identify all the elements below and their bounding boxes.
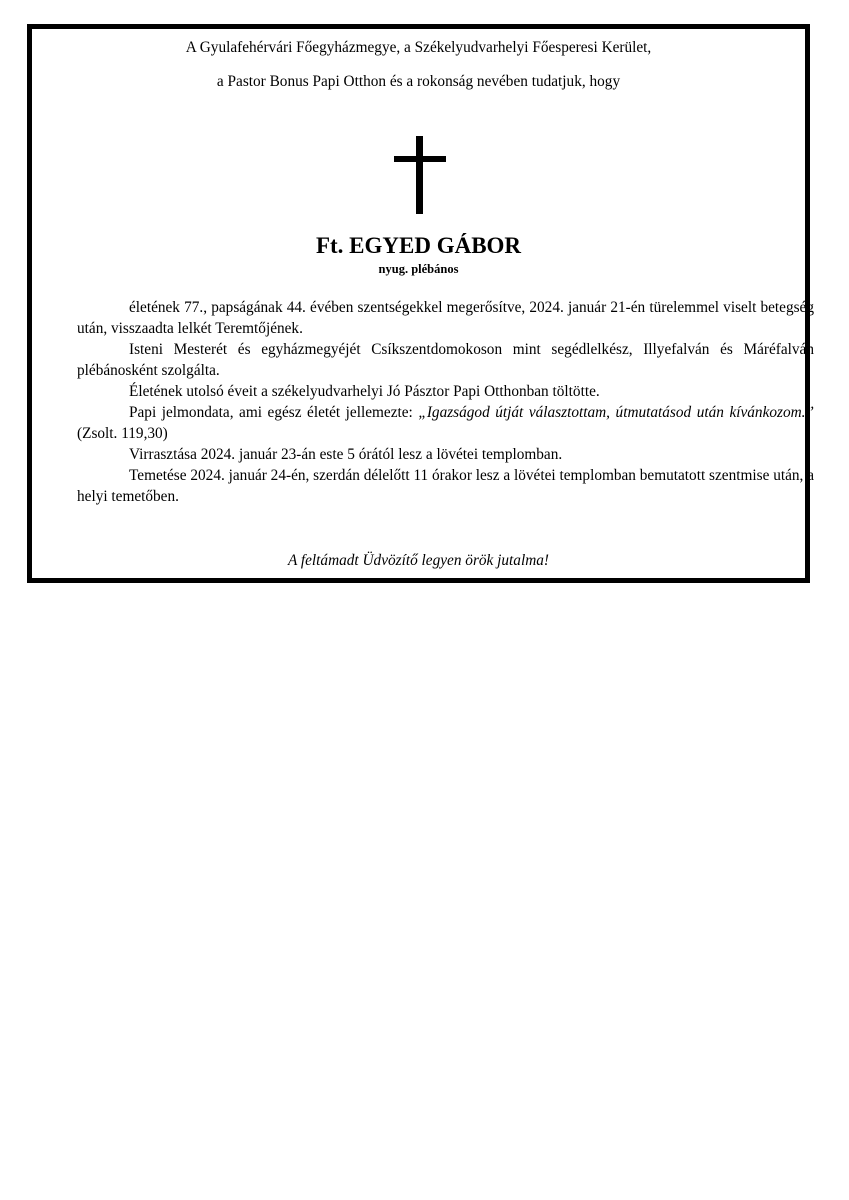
header-line-2: a Pastor Bonus Papi Otthon és a rokonság nevében tudatjuk, hogy (216, 73, 621, 90)
deceased-title: nyug. plébános (378, 262, 459, 276)
paragraph-age-death: életének 77., papságának 44. évében szentségekkel megerősítve, 2024. január 21-én türelemmel viselt betegség után, visszaadta lelkét Teremtőjének. (77, 299, 814, 337)
notice-body (77, 297, 814, 507)
paragraph-funeral: Temetése 2024. január 24-én, szerdán délelőtt 11 órakor lesz a lövétei templomban bemutatott szentmise után, a helyi temetőben. (77, 467, 814, 505)
header-line-1: A Gyulafehérvári Főegyházmegye, a Székelyudvarhelyi Főesperesi Kerület, (185, 39, 652, 56)
paragraph-motto (77, 402, 814, 444)
closing-line: A feltámadt Üdvözítő legyen örök jutalma! (288, 552, 549, 569)
motto-quote: „Igazságod útját választottam, útmutatásod után kívánkozom.” (418, 404, 814, 421)
deceased-name: Ft. EGYED GÁBOR (315, 233, 522, 258)
motto-lead: Papi jelmondata, ami egész életét jellemezte: (129, 404, 419, 421)
motto-reference: (Zsolt. 119,30) (77, 425, 168, 442)
cross-icon (394, 136, 446, 214)
paragraph-last-years: Életének utolsó éveit a székelyudvarhelyi Jó Pásztor Papi Otthonban töltötte. (129, 383, 600, 400)
paragraph-service: Isteni Mesterét és egyházmegyéjét Csíkszentdomokoson mint segédlelkész, Illyefalván és Máréfalván plébánosként szolgálta. (77, 341, 814, 379)
obituary-notice (27, 24, 814, 583)
paragraph-vigil: Virrasztása 2024. január 23-án este 5 órától lesz a lövétei templomban. (129, 446, 563, 463)
